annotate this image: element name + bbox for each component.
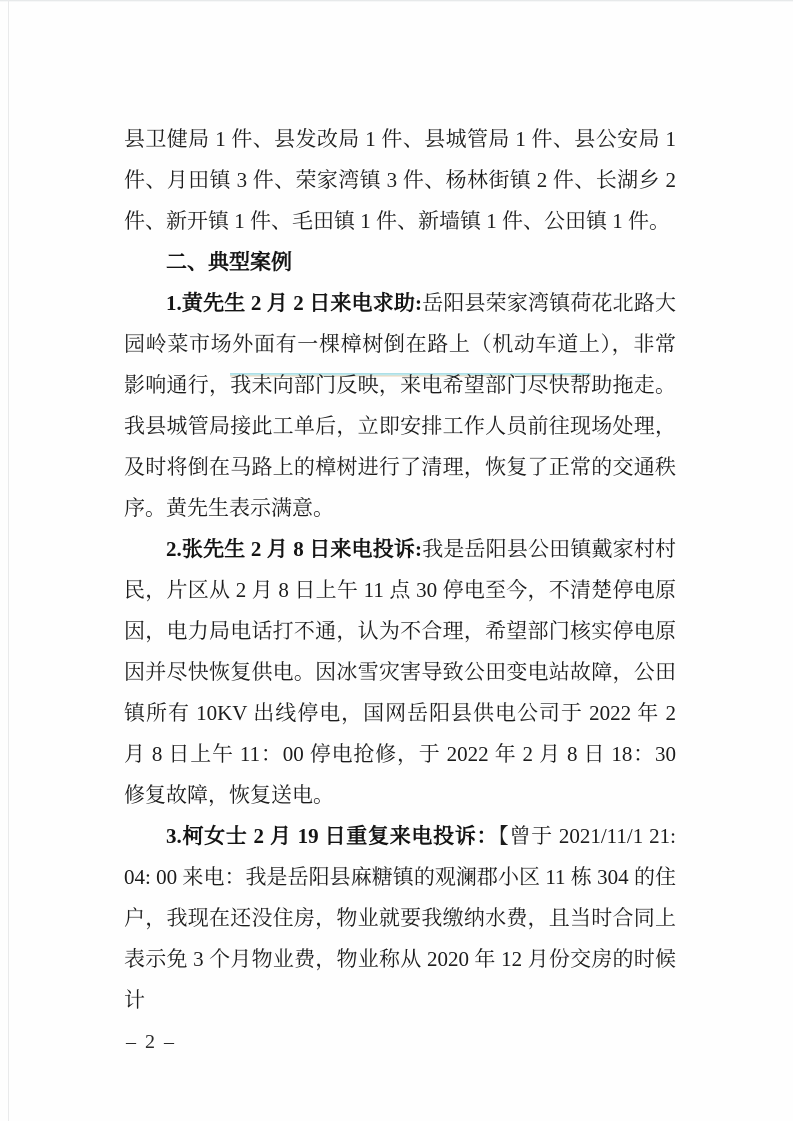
body-text: 岳阳县荣家湾镇荷花北路大园岭菜市场外面有一棵樟树倒在路上（机动车道上），非常影响通行， [124, 291, 676, 397]
body-text: 助拖走。我县城管局接此工单后，立即安排工作人员前往现场处理，及时将倒在马路上的樟树进行了清理，恢复了正常的交通秩序。黄先生表示满意。 [124, 373, 677, 520]
case-lead-text: 3.柯女士 2 月 19 日重复来电投诉： [166, 824, 499, 848]
body-text: 我是岳阳县公田镇戴家村村民，片区从 2 月 8 日上午 11 点 30 停电至今，不清楚停电原因，电力局电话打不通，认为不合理，希望部门核实停电原因并尽快恢复供电。因冰雪灾害导致公田变电站故障，公田镇所有 10KV 出线停电，国网岳阳县供电公司于 2022 年 2 月 8 日上午 11：00 停电抢修，于 2022 年 2 月 8 日 18：30 修复故障，恢复送电。 [124, 537, 676, 807]
case-lead-text: 2.张先生 2 月 8 日来电投诉: [166, 537, 423, 561]
document-body [124, 119, 676, 1021]
body-text: 【曾于 2021/11/1 21: 04: 00 来电：我是岳阳县麻糖镇的观澜郡小区 11 栋 304 的住户，我现在还没住房，物业就要我缴纳水费，且当时合同上表示免 3 个月物业费，物业称从 2020 年 12 月份交房的时候计 [124, 824, 677, 1012]
case-paragraph-3 [124, 816, 676, 1021]
body-text: 县卫健局 1 件、县发改局 1 件、县城管局 1 件、县公安局 1 件、月田镇 3 件、荣家湾镇 3 件、杨林街镇 2 件、长湖乡 2 件、新开镇 1 件、毛田镇 1 件、新墙镇 1 件、公田镇 1 件。 [124, 127, 676, 233]
case-paragraph-2 [124, 529, 676, 816]
case-lead-text: 二、典型案例 [166, 251, 292, 274]
section-heading [124, 242, 676, 283]
scan-edge-left [8, 0, 9, 1121]
scan-edge-top [0, 0, 793, 2]
stats-continuation-paragraph [124, 119, 676, 242]
highlighted-text: 我未向部门反映，来电希望部门尽快帮 [230, 373, 592, 397]
case-paragraph-1 [124, 283, 676, 529]
page-number: – 2 – [126, 1031, 176, 1053]
case-lead-text: 1.黄先生 2 月 2 日来电求助: [166, 291, 423, 315]
